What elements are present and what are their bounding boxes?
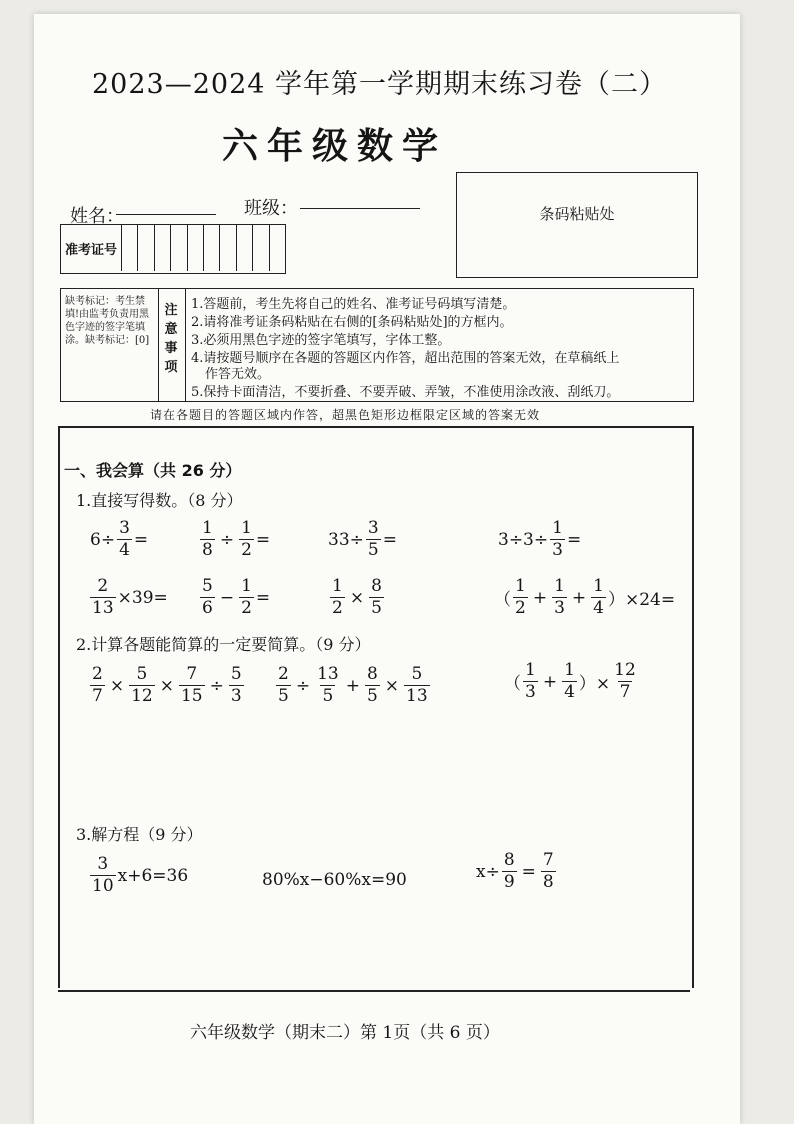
- equation: 3 10 x+6=36: [92, 854, 189, 896]
- footer-divider: [58, 990, 690, 992]
- calc-item: $\frac{1}{8}$ ÷ $\frac{1}{2}$ =: [202, 518, 271, 560]
- notice-rule: 5.保持卡面清洁，不要折叠、不要弄破、弄皱，不准使用涂改液、刮纸刀。: [191, 385, 620, 400]
- notice-rule: 3.必须用黑色字迹的签字笔填写，字体工整。: [191, 333, 451, 348]
- exam-subtitle: 六年级数学: [222, 126, 448, 167]
- notice-rule: 作答无效。: [205, 367, 271, 382]
- exam-id-cells[interactable]: [121, 225, 301, 273]
- notice-side-label: 注 意 事 项: [164, 303, 178, 375]
- notice-rule: 2.请将准考证条码粘贴在右侧的[条码粘贴处]的方框内。: [191, 315, 513, 330]
- notice-box: [60, 288, 694, 402]
- barcode-label: 条码粘贴处: [539, 205, 615, 223]
- page-footer: 六年级数学（期末二）第 1页（共 6 页）: [190, 1023, 500, 1043]
- calc-item: 33÷ $\frac{3}{5}$ =: [328, 518, 397, 560]
- calc-item: $\frac{1}{2}$ × $\frac{8}{5}$: [332, 576, 382, 618]
- question-3-label: 3.解方程（9 分）: [76, 825, 203, 844]
- calc-item: $\frac{2}{13}$ ×39=: [92, 576, 168, 618]
- question-1-label: 1.直接写得数。（8 分）: [76, 491, 243, 510]
- exam-id-label: 准考证号: [65, 243, 118, 258]
- exam-id-box: [60, 224, 286, 274]
- calc-item: 3÷3÷ $\frac{1}{3}$ =: [498, 518, 582, 560]
- equation: x÷ $\frac{8}{9}$ = $\frac{7}{8}$: [476, 850, 554, 892]
- equation: 80%x−60%x=90: [262, 870, 407, 890]
- absence-mark-note: 缺考标记：考生禁填!由监考负责用黑色字迹的签字笔填涂。缺考标记：[0]: [61, 289, 159, 401]
- section-heading: 一、我会算（共 26 分）: [64, 461, 242, 480]
- exam-title: 2023—2024 学年第一学期期末练习卷（二）: [92, 69, 668, 100]
- class-label: 班级：: [244, 198, 298, 219]
- class-field[interactable]: [300, 208, 420, 209]
- notice-rule: 4.请按题号顺序在各题的答题区内作答，超出范围的答案无效，在草稿纸上: [191, 351, 620, 366]
- simplify-expression: $\frac{2}{7}$ × $\frac{5}{12}$ × $\frac{7}{15}$ ÷ $\frac{5}{3}$: [92, 664, 242, 706]
- answer-area-warning: 请在各题目的答题区域内作答，超黑色矩形边框限定区域的答案无效: [150, 408, 541, 422]
- simplify-expression: （ 1 3 + $\frac{1}{4}$ ）× $\frac{12}{7}$: [504, 660, 636, 702]
- calc-item: 5 6 − $\frac{1}{2}$ =: [202, 576, 271, 618]
- calc-item: （ 1 2 + $\frac{1}{3}$ + $\frac{1}{4}$ ）×24=: [494, 576, 676, 618]
- simplify-expression: $\frac{2}{5}$ ÷ $\frac{13}{5}$ + $\frac{8}{5}$ × $\frac{5}{13}$: [278, 664, 428, 706]
- calc-item: 6÷ $\frac{3}{4}$ =: [90, 518, 149, 560]
- name-label: 姓名：: [70, 206, 124, 227]
- barcode-area: [456, 172, 698, 278]
- notice-rule: 1.答题前，考生先将自己的姓名、准考证号码填写清楚。: [191, 297, 516, 312]
- question-2-label: 2.计算各题能简算的一定要简算。（9 分）: [76, 635, 371, 654]
- name-field[interactable]: [116, 214, 216, 215]
